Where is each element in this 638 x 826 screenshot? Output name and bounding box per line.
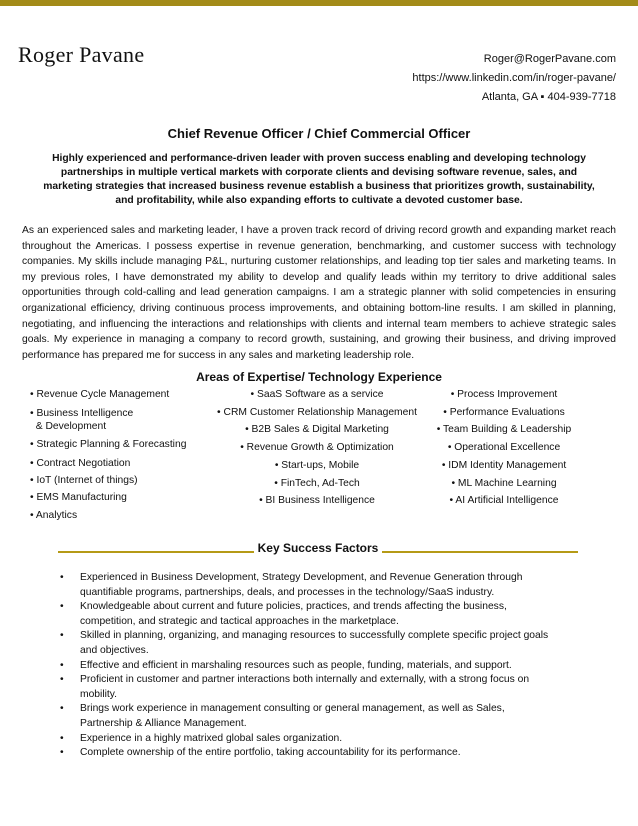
list-item-text: Knowledgeable about current and future policies, practices, and trends affecting the business, competition, and strategic and tactical approaches in the marketplace. [80, 601, 507, 627]
list-item [60, 571, 560, 600]
expertise-item: • Performance Evaluations [443, 407, 565, 418]
contact-block [412, 50, 616, 107]
bullet-icon: • [60, 630, 64, 642]
list-item [60, 659, 560, 674]
candidate-name: Roger Pavane [18, 42, 145, 67]
expertise-item: • B2B Sales & Digital Marketing [245, 424, 389, 435]
bullet-icon: • [60, 732, 64, 744]
expertise-item: • Team Building & Leadership [436, 424, 572, 435]
bullet-icon: • [60, 601, 64, 613]
bullet-icon: • [60, 572, 64, 583]
expertise-item: • Business Intelligence [30, 408, 134, 419]
list-item [60, 629, 560, 658]
job-headline: Chief Revenue Officer / Chief Commercial Officer [167, 126, 471, 141]
expertise-title: Areas of Expertise/ Technology Experience [196, 370, 442, 384]
heading-rule-right [382, 551, 578, 553]
summary-paragraph: As an experienced sales and marketing leader, I have a proven track record of driving record growth and expanding market reach throughout the Americas. I possess expertise in revenue generation, benchmarking, and customer success with technology companies. My skills include managing P&L, nurturing customer relationships, and leading top tier sales and marketing teams. In my previous roles, I have demonstrated my ability to develop and qualify leads within my territory to drive additional sales opportunities through cold-calling and lead generation campaigns. I am a strategic planner with solid competencies in ensuring organizational efficiency, driving continuous process improvements, and obtaining bottom-line results. I am skilled in planning, negotiating, and influencing the interactions and relationships with clients and internal team members to achieve strategic sales goals. My experience in managing a company to record growth, sustaining, and growing their business, and driving improved performance has prepared me for success in any sales and marketing leadership role. [22, 225, 616, 361]
tagline: Highly experienced and performance-driven leader with proven success enabling and developing technology partnerships in multiple vertical markets with corporate clients and devising software revenue, sales, and marketing strategies that increased business revenue establish a business that prioritizes growth, sustainability, and profitability, while also expanding efforts to cultivate a devoted customer base. [43, 153, 595, 206]
bullet-icon: • [60, 674, 64, 686]
expertise-item: • Revenue Growth & Optimization [240, 442, 394, 453]
list-item [60, 673, 560, 702]
list-item [60, 702, 560, 731]
linkedin-link[interactable]: https://www.linkedin.com/in/roger-pavane/ [412, 72, 616, 84]
expertise-item: • Analytics [30, 510, 78, 521]
key-success-title: Key Success Factors [257, 541, 379, 555]
expertise-item: • ML Machine Learning [451, 478, 557, 489]
expertise-item: • SaaS Software as a service [250, 389, 384, 400]
expertise-item: • CRM Customer Relationship Management [217, 407, 417, 418]
key-success-list [60, 571, 560, 761]
list-item [60, 746, 560, 761]
list-item-text: Effective and efficient in marshaling resources such as people, funding, materials, and support. [80, 659, 512, 671]
heading-rule-left [58, 551, 254, 553]
expertise-item: & Development [30, 421, 107, 432]
key-success-heading [58, 541, 578, 561]
expertise-item: • IDM Identity Management [441, 460, 567, 471]
list-item [60, 600, 560, 629]
expertise-item: • Start-ups, Mobile [274, 460, 360, 471]
list-item-text: Experience in a highly matrixed global sales organization. [80, 732, 343, 744]
list-item-text: Complete ownership of the entire portfolio, taking accountability for its performance. [80, 747, 461, 759]
bullet-icon: • [60, 659, 64, 671]
expertise-item: • IoT (Internet of things) [30, 475, 138, 486]
expertise-item: • Strategic Planning & Forecasting [30, 439, 187, 450]
bullet-icon: • [60, 703, 64, 715]
expertise-item: • BI Business Intelligence [259, 495, 375, 506]
location-phone: Atlanta, GA ▪ 404-939-7718 [481, 91, 616, 103]
expertise-item: • Operational Excellence [447, 442, 561, 453]
list-item-text: Brings work experience in management consulting or general management, as well as Sales, Partnership & Alliance Management. [80, 703, 505, 729]
expertise-item: • Revenue Cycle Management [30, 389, 170, 400]
expertise-item: • Contract Negotiation [30, 458, 131, 469]
list-item-text: Skilled in planning, organizing, and managing resources to successfully complete specific project goals and objectives. [80, 630, 549, 656]
list-item-text: Proficient in customer and partner interactions both internally and externally, with a strong focus on mobility. [80, 674, 530, 700]
expertise-item: • FinTech, Ad-Tech [274, 478, 360, 489]
email-link[interactable]: Roger@RogerPavane.com [483, 53, 616, 65]
bullet-icon: • [60, 747, 64, 759]
expertise-item: • AI Artificial Intelligence [449, 495, 559, 506]
expertise-item: • EMS Manufacturing [30, 492, 127, 503]
list-item-text: Experienced in Business Development, Strategy Development, and Revenue Generation through quantifiable programs, partnerships, deals, and processes in the technology/SaaS industry. [80, 572, 523, 598]
list-item [60, 732, 560, 747]
expertise-item: • Process Improvement [450, 389, 558, 400]
top-accent-bar [0, 0, 638, 6]
